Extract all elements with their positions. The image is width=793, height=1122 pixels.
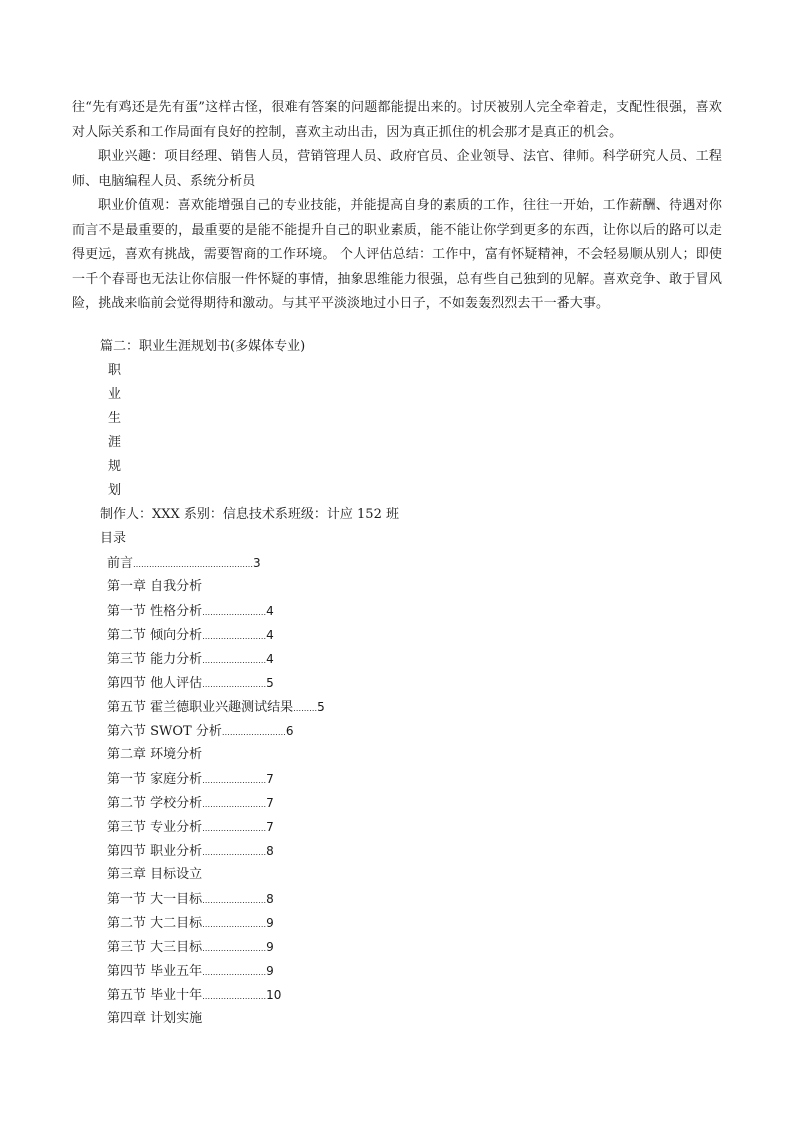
vertical-title-char: 规 xyxy=(108,459,122,474)
toc-entry[interactable] xyxy=(107,743,202,767)
toc-entry-page-number: 9 xyxy=(266,916,274,930)
toc-entry-leader: …………………… xyxy=(202,656,267,665)
toc-entry-leader: ……… xyxy=(293,704,318,713)
toc-entry-label: 第四章 计划实施 xyxy=(107,1011,203,1026)
vertical-title-char: 生 xyxy=(108,411,122,426)
toc-entry[interactable] xyxy=(107,695,325,721)
vertical-title-char: 划 xyxy=(108,483,122,498)
toc-entry-leader: …………………… xyxy=(202,968,267,977)
toc-entry[interactable] xyxy=(107,1007,202,1031)
toc-entry[interactable] xyxy=(107,815,274,841)
toc-entry-page-number: 9 xyxy=(266,940,274,954)
toc-entry[interactable] xyxy=(107,575,202,599)
toc-entry-label: 第一节 性格分析 xyxy=(107,604,203,619)
toc-entry-leader: …………………… xyxy=(202,824,267,833)
toc-entry-leader: …………………… xyxy=(202,680,267,689)
toc-entry-page-number: 6 xyxy=(285,724,294,738)
toc-entry[interactable] xyxy=(107,935,274,961)
toc-entry[interactable] xyxy=(107,551,261,577)
toc-entry-label: 第一节 大一目标 xyxy=(107,892,203,907)
toc-entry-label: 第三节 专业分析 xyxy=(107,820,203,835)
toc-entry-page-number: 7 xyxy=(266,820,274,834)
toc-entry-label: 前言 xyxy=(107,556,134,571)
toc-entry-leader: …………………… xyxy=(202,776,267,785)
toc-entry-label: 第三节 大三目标 xyxy=(107,940,203,955)
vertical-title-char: 职 xyxy=(108,363,122,378)
toc-entry-page-number: 9 xyxy=(266,964,274,978)
toc-entry-label: 第二节 大二目标 xyxy=(107,916,203,931)
toc-entry[interactable] xyxy=(107,599,274,625)
toc-entry-label: 第六节 SWOT 分析 xyxy=(107,724,222,739)
toc-entry[interactable] xyxy=(107,671,274,697)
toc-entry-leader: …………………… xyxy=(202,800,267,809)
toc-entry-leader: …………………… xyxy=(202,896,267,905)
toc-entry-page-number: 5 xyxy=(266,676,274,690)
paragraph-career-values: 职业价值观：喜欢能增强自己的专业技能，并能提高自身的素质的工作，往往一开始，工作薪酬、待遇对你而言不是最重要的，最重要的是能不能提升自己的职业素质，能不能让你学到更多的东西，让你以后的路可以走得更远，喜欢有挑战，需要智商的工作环境。 个人评估总结：工作中，富有怀疑精神，不会轻易顺从别人；即使一千个春哥也无法让你信服一件怀疑的事情，抽象思维能力很强，总有些自己独到的见解。喜欢竞争、敢于冒风险，挑战来临前会觉得期待和激动。与其平平淡淡地过小日子，不如轰轰烈烈去干一番大事。 xyxy=(72,198,722,311)
toc-entry-label: 第四节 他人评估 xyxy=(107,676,203,691)
toc-entry-leader: …………………… xyxy=(202,608,267,617)
toc-entry[interactable] xyxy=(107,647,274,673)
toc-entry-page-number: 7 xyxy=(266,796,274,810)
toc-entry-page-number: 4 xyxy=(266,604,274,618)
toc-entry[interactable] xyxy=(107,767,274,793)
toc-entry-label: 第五节 霍兰德职业兴趣测试结果 xyxy=(107,700,294,715)
toc-entry-page-number: 8 xyxy=(266,844,274,858)
toc-entry-leader: …………………… xyxy=(202,920,267,929)
section-heading: 篇二：职业生涯规划书(多媒体专业) xyxy=(100,339,306,354)
toc-entry-leader: …………………… xyxy=(202,944,267,953)
toc-entry[interactable] xyxy=(107,791,274,817)
toc-entry-page-number: 8 xyxy=(266,892,274,906)
toc-entry-label: 第二节 学校分析 xyxy=(107,796,203,811)
toc-entry-label: 第四节 职业分析 xyxy=(107,844,203,859)
toc-entry-page-number: 4 xyxy=(266,628,274,642)
toc-entry-page-number: 4 xyxy=(266,652,274,666)
toc-entry-label: 第三章 目标设立 xyxy=(107,867,203,882)
toc-title: 目录 xyxy=(100,531,127,546)
toc-entry[interactable] xyxy=(107,911,274,937)
toc-entry-label: 第二章 环境分析 xyxy=(107,747,203,762)
toc-entry-label: 第一节 家庭分析 xyxy=(107,772,203,787)
toc-entry[interactable] xyxy=(107,959,274,985)
body-text-block xyxy=(72,96,722,317)
toc-entry[interactable] xyxy=(107,863,202,887)
author-line: 制作人：XXX 系别：信息技术系班级：计应 152 班 xyxy=(100,507,399,522)
toc-entry-leader: …………………… xyxy=(221,728,286,737)
toc-entry-label: 第二节 倾向分析 xyxy=(107,628,203,643)
toc-entry[interactable] xyxy=(107,839,274,865)
toc-entry-leader: ……………………………………… xyxy=(133,560,254,569)
toc-entry-page-number: 10 xyxy=(266,988,282,1002)
toc-entry-page-number: 5 xyxy=(317,700,325,714)
toc-entry[interactable] xyxy=(107,887,274,913)
toc-entry-page-number: 3 xyxy=(253,556,261,570)
toc-entry-label: 第五节 毕业十年 xyxy=(107,988,203,1003)
toc-entry[interactable] xyxy=(107,623,274,649)
vertical-title-char: 涯 xyxy=(108,435,122,450)
vertical-title-char: 业 xyxy=(108,387,122,402)
toc-entry-label: 第四节 毕业五年 xyxy=(107,964,203,979)
toc-entry[interactable] xyxy=(107,983,281,1009)
toc-entry-leader: …………………… xyxy=(202,992,267,1001)
toc-entry-label: 第一章 自我分析 xyxy=(107,579,203,594)
toc-entry[interactable] xyxy=(107,719,294,745)
toc-entry-label: 第三节 能力分析 xyxy=(107,652,203,667)
toc-entry-page-number: 7 xyxy=(266,772,274,786)
toc-entry-leader: …………………… xyxy=(202,632,267,641)
paragraph-1: 往“先有鸡还是先有蛋”这样古怪，很难有答案的问题都能提出来的。讨厌被别人完全牵着走，支配性很强，喜欢对人际关系和工作局面有良好的控制，喜欢主动出击，因为真正抓住的机会那才是真正的机会。 xyxy=(72,100,722,140)
toc-entry-leader: …………………… xyxy=(202,848,267,857)
paragraph-career-interest: 职业兴趣：项目经理、销售人员，营销管理人员、政府官员、企业领导、法官、律师。科学研究人员、工程师、电脑编程人员、系统分析员 xyxy=(72,149,722,189)
